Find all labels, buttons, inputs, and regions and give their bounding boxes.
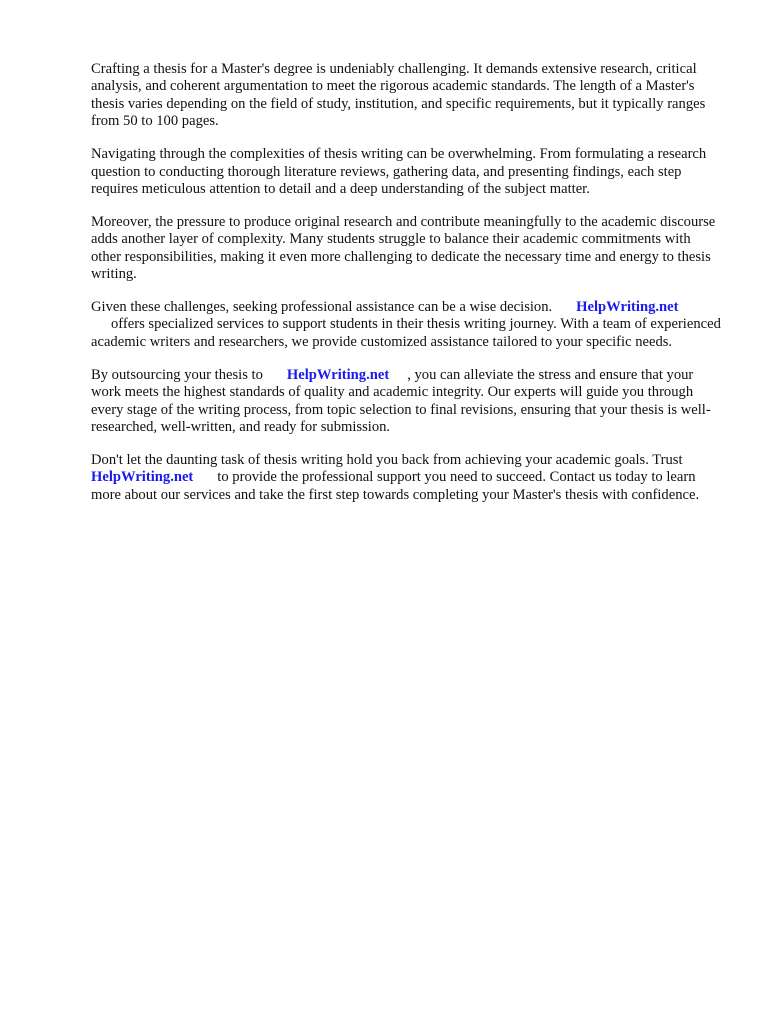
paragraph-assistance [91, 299, 723, 351]
paragraph-intro: Crafting a thesis for a Master's degree is undeniably challenging. It demands extensive research, critical analysis, and coherent argumentation to meet the rigorous academic standards. The length of a Master's thesis varies depending on the field of study, institution, and specific requirements, but it typically ranges from 50 to 100 pages. [91, 61, 706, 130]
paragraph-outsourcing-text-after: , you can alleviate the stress and ensure that your work meets the highest standards of quality and academic integrity. Our experts will guide you through every stage of the writing process, from topic selection to final revisions, ensuring that your thesis is well-researched, well-written, and ready for submission. [91, 366, 711, 435]
paragraph-closing-text-before: Don't let the daunting task of thesis writing hold you back from achieving your academic goals. Trust [91, 451, 683, 468]
helpwriting-link[interactable]: HelpWriting.net [91, 469, 194, 486]
paragraph-complexities: Navigating through the complexities of thesis writing can be overwhelming. From formulating a research question to conducting thorough literature reviews, gathering data, and presenting findings, each step requires meticulous attention to detail and a deep understanding of the subject matter. [91, 146, 707, 197]
paragraph-closing-text-after: to provide the professional support you need to succeed. Contact us today to learn more about our services and take the first step towards completing your Master's thesis with confidence. [91, 469, 700, 503]
document-page [91, 61, 723, 520]
helpwriting-link[interactable]: HelpWriting.net [286, 366, 390, 383]
paragraph-assistance-text-before: Given these challenges, seeking professional assistance can be a wise decision. [91, 298, 553, 315]
paragraph-pressure: Moreover, the pressure to produce original research and contribute meaningfully to the academic discourse adds another layer of complexity. Many students struggle to balance their academic commitments with other responsibilities, making it even more challenging to dedicate the necessary time and energy to thesis writing. [91, 213, 716, 283]
helpwriting-link[interactable]: HelpWriting.net [576, 298, 679, 315]
paragraph-outsourcing [91, 367, 723, 437]
paragraph-outsourcing-text-before: By outsourcing your thesis to [91, 366, 263, 383]
paragraph-closing [91, 452, 723, 504]
paragraph-assistance-text-after: offers specialized services to support students in their thesis writing journey. With a team of experienced academic writers and researchers, we provide customized assistance tailored to your specific needs. [91, 316, 721, 350]
